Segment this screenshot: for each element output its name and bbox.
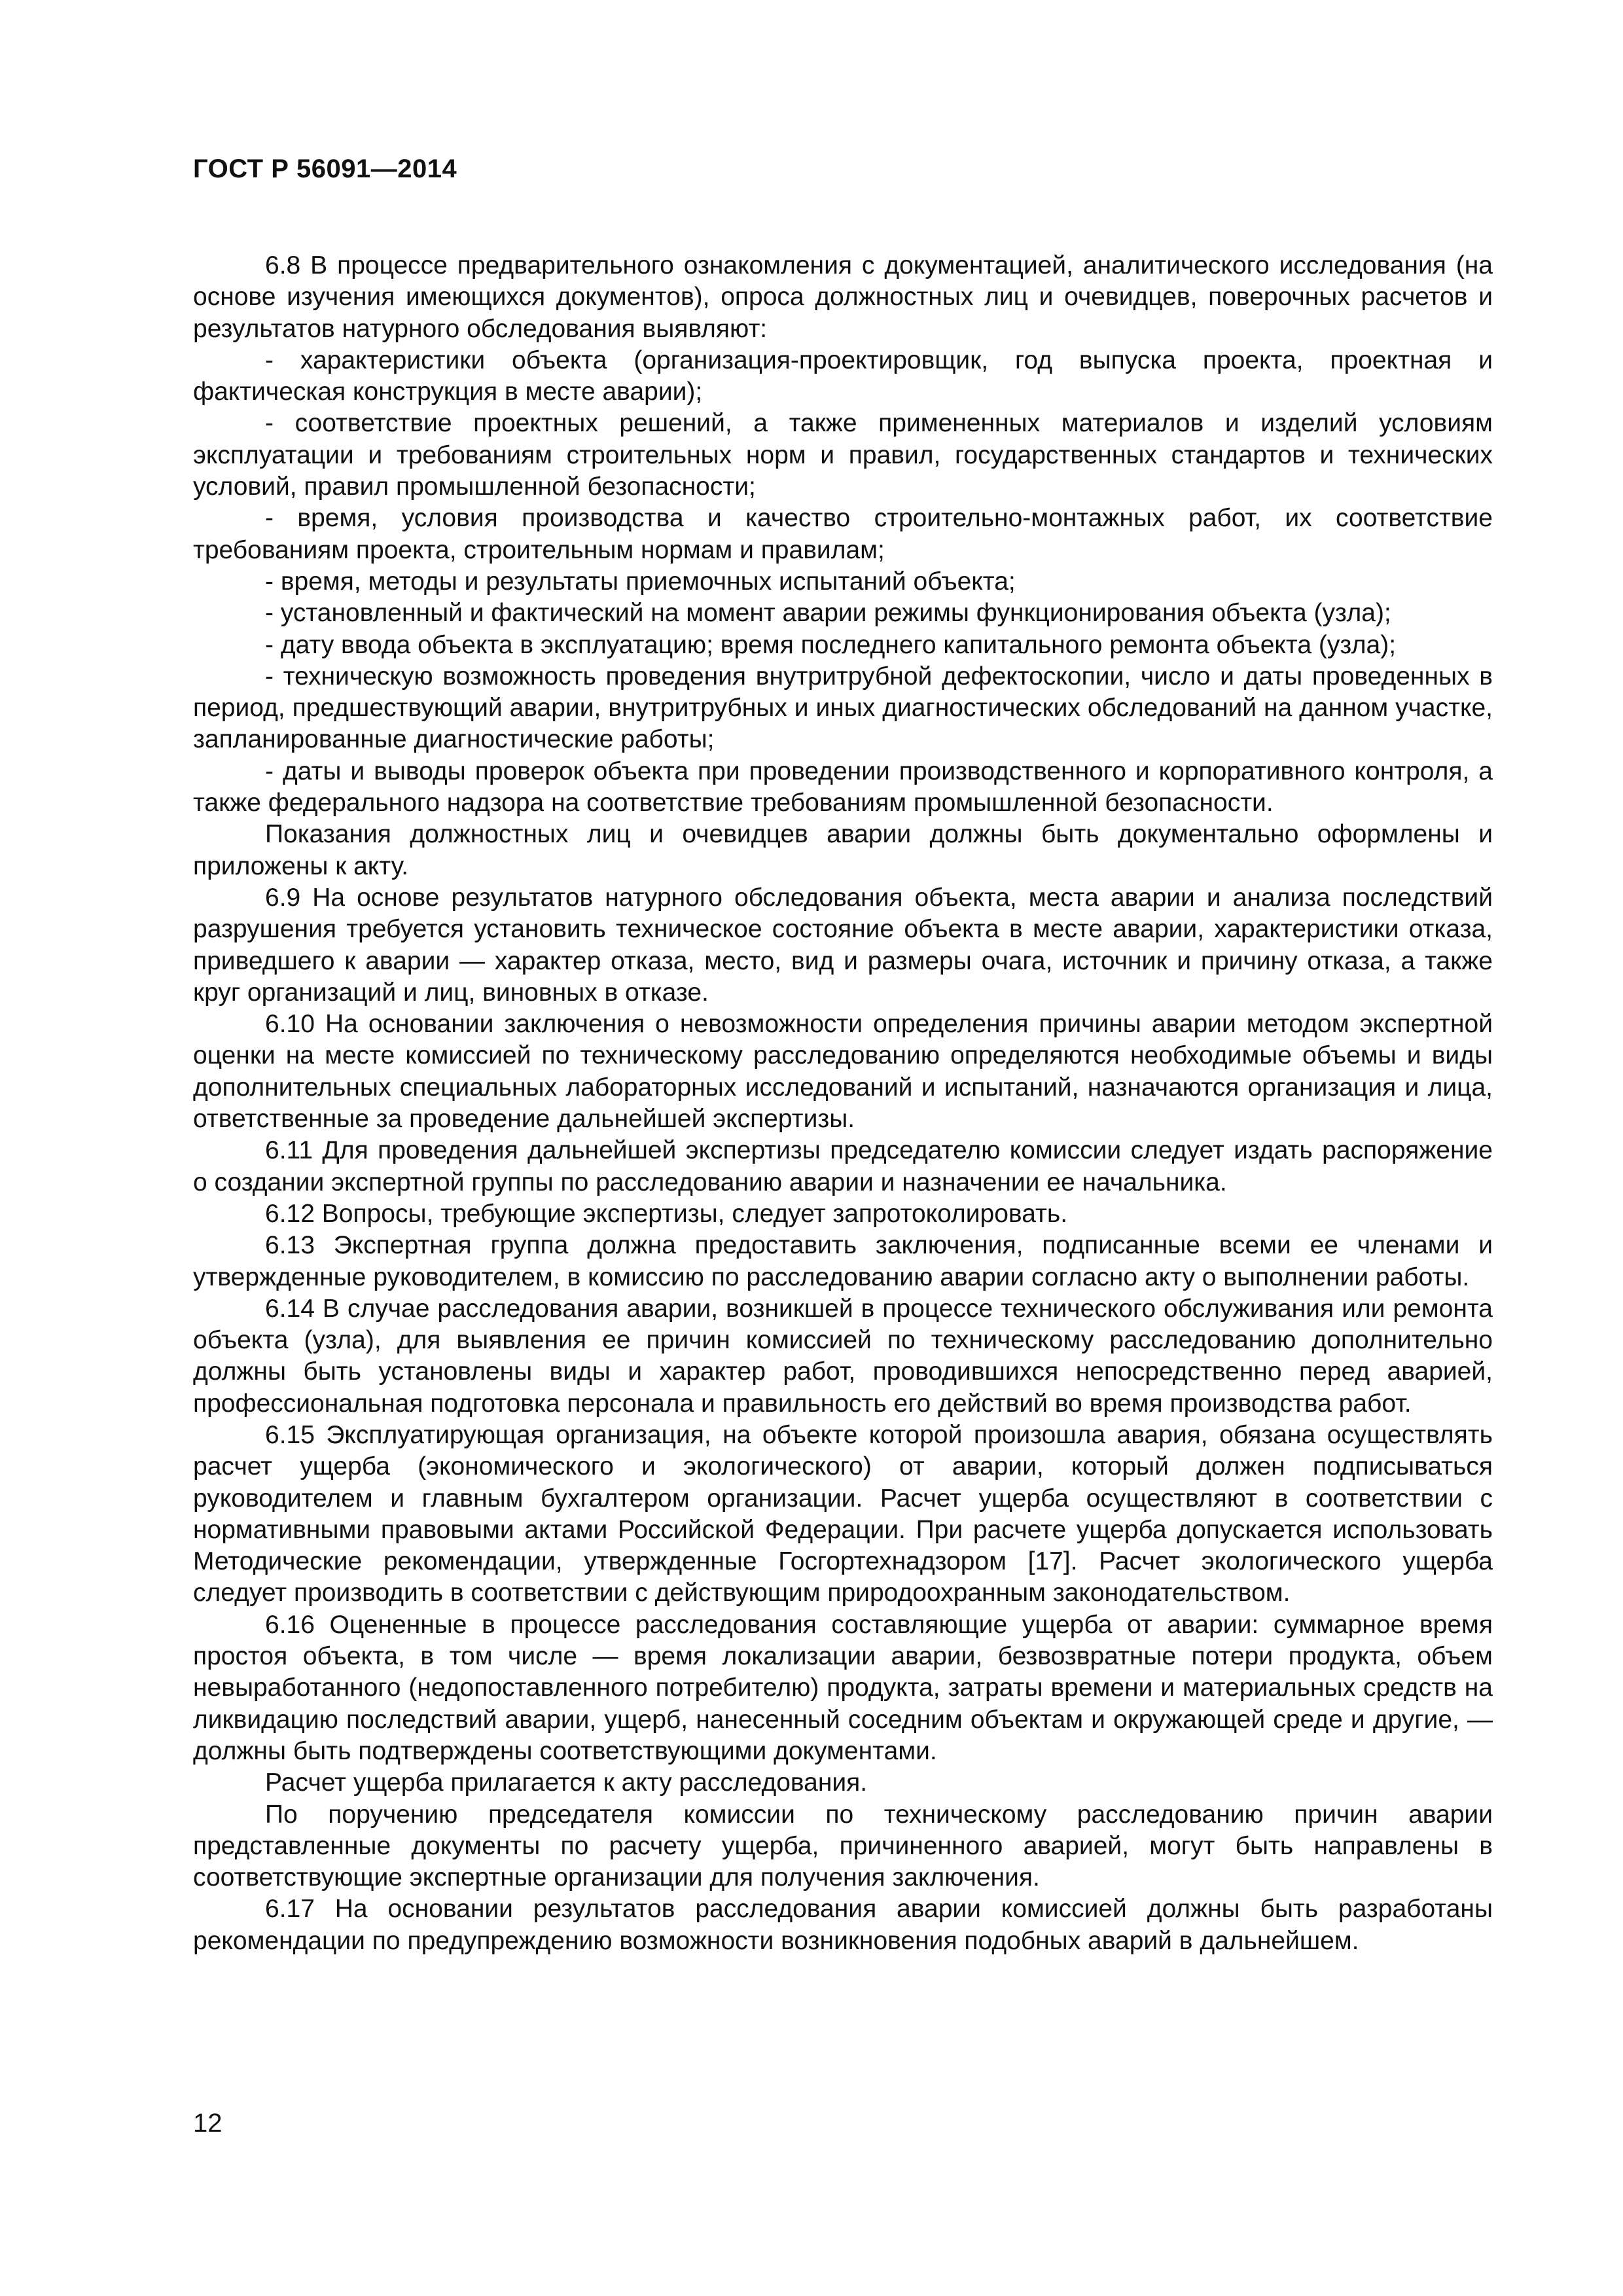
paragraph-6-12: 6.12 Вопросы, требующие экспертизы, следует запротоколировать. [265, 1199, 1068, 1228]
paragraph: По поручению председателя комиссии по техническому расследованию причин аварии представленные документы по расчету ущерба, причиненного аварией, могут быть направлены в соответствующие экспертные организации для получения заключения. [193, 1800, 1493, 1892]
paragraph-6-13: 6.13 Экспертная группа должна предоставить заключения, подписанные всеми ее членами и утвержденные руководителем, в комиссию по расследованию аварии согласно акту о выполнении работы. [193, 1231, 1493, 1291]
list-item: - время, условия производства и качество строительно-монтажных работ, их соответствие требованиям проекта, строительным нормам и правилам; [193, 504, 1493, 564]
list-item: - дату ввода объекта в эксплуатацию; время последнего капитального ремонта объекта (узла); [265, 630, 1397, 659]
list-item: - техническую возможность проведения внутритрубной дефектоскопии, число и даты проведенных в период, предшествующий аварии, внутритрубных и иных диагностических обследований на данном участке, запланированные диагностические работы; [193, 662, 1493, 754]
paragraph-6-15: 6.15 Эксплуатирующая организация, на объекте которой произошла авария, обязана осуществлять расчет ущерба (экономического и экологического) от аварии, который должен подписываться руководителем и главным бухгалтером организации. Расчет ущерба осуществляют в соответствии с нормативными правовыми актами Российской Федерации. При расчете ущерба допускается использовать Методические рекомендации, утвержденные Госгортехнадзором [17]. Расчет экологического ущерба следует производить в соответствии с действующим природоохранным законодательством. [193, 1420, 1493, 1607]
list-item: - время, методы и результаты приемочных испытаний объекта; [265, 567, 1016, 596]
paragraph-6-9: 6.9 На основе результатов натурного обследования объекта, места аварии и анализа последствий разрушения требуется установить техническое состояние объекта в месте аварии, характеристики отказа, приведшего к аварии — характер отказа, место, вид и размеры очага, источник и причину отказа, а также круг организаций и лиц, виновных в отказе. [193, 883, 1493, 1007]
document-header: ГОСТ Р 56091—2014 [193, 154, 457, 183]
paragraph-6-11: 6.11 Для проведения дальнейшей экспертизы председателю комиссии следует издать распоряжение о создании экспертной группы по расследованию аварии и назначении ее начальника. [193, 1136, 1493, 1196]
document-body [193, 250, 1493, 1957]
list-item: - установленный и фактический на момент аварии режимы функционирования объекта (узла); [265, 599, 1391, 628]
paragraph-6-14: 6.14 В случае расследования аварии, возникшей в процессе технического обслуживания или ремонта объекта (узла), для выявления ее причин комиссией по техническому расследованию дополнительно должны быть установлены виды и характер работ, проводившихся непосредственно перед аварией, профессиональная подготовка персонала и правильность его действий во время производства работ. [193, 1294, 1493, 1418]
paragraph-6-16: 6.16 Оцененные в процессе расследования составляющие ущерба от аварии: суммарное время простоя объекта, в том числе — время локализации аварии, безвозвратные потери продукта, объем невыработанного (недопоставленного потребителю) продукта, затраты времени и материальных средств на ликвидацию последствий аварии, ущерб, нанесенный соседним объектам и окружающей среде и другие, — должны быть подтверждены соответствующими документами. [193, 1610, 1493, 1765]
paragraph: Показания должностных лиц и очевидцев аварии должны быть документально оформлены и приложены к акту. [193, 820, 1493, 880]
list-item: - даты и выводы проверок объекта при проведении производственного и корпоративного контроля, а также федерального надзора на соответствие требованиям промышленной безопасности. [193, 757, 1493, 817]
paragraph: Расчет ущерба прилагается к акту расследования. [265, 1768, 868, 1797]
paragraph-6-10: 6.10 На основании заключения о невозможности определения причины аварии методом экспертной оценки на месте комиссией по техническому расследованию определяются необходимые объемы и виды дополнительных специальных лабораторных исследований и испытаний, назначаются организация и лица, ответственные за проведение дальнейшей экспертизы. [193, 1010, 1493, 1134]
paragraph-6-8: 6.8 В процессе предварительного ознакомления с документацией, аналитического исследования (на основе изучения имеющихся документов), опроса должностных лиц и очевидцев, поверочных расчетов и результатов натурного обследования выявляют: [193, 251, 1493, 343]
page-number: 12 [193, 2109, 223, 2138]
list-item: - соответствие проектных решений, а также примененных материалов и изделий условиям эксплуатации и требованиям строительных норм и правил, государственных стандартов и технических условий, правил промышленной безопасности; [193, 409, 1493, 501]
paragraph-6-17: 6.17 На основании результатов расследования аварии комиссией должны быть разработаны рекомендации по предупреждению возможности возникновения подобных аварий в дальнейшем. [193, 1895, 1493, 1955]
list-item: - характеристики объекта (организация-проектировщик, год выпуска проекта, проектная и фактическая конструкция в месте аварии); [193, 346, 1493, 406]
